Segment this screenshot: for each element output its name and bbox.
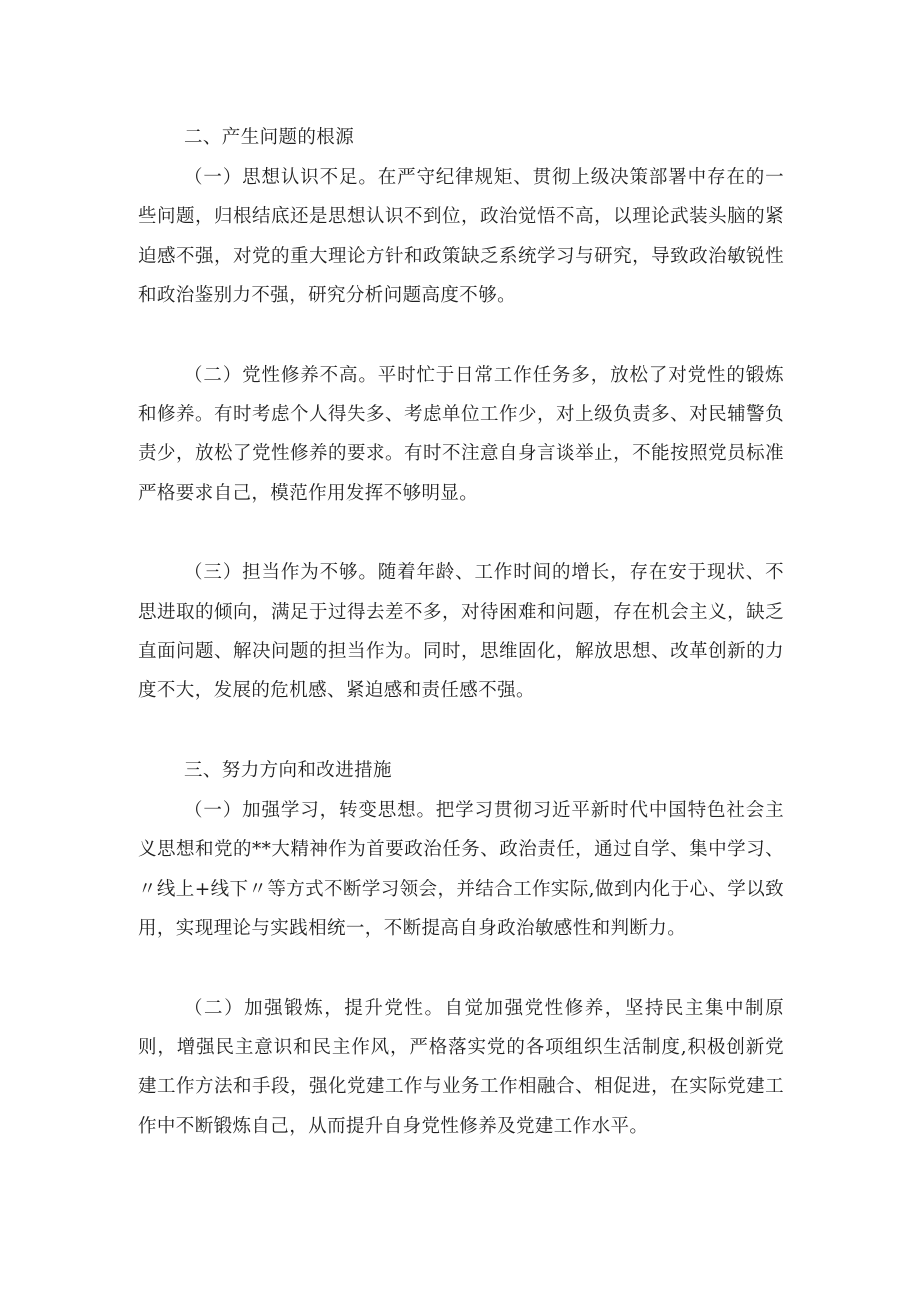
section-heading-improvement-measures: 三、努力方向和改进措施 <box>184 759 392 781</box>
paragraph-ideological-awareness: （一）思想认识不足。在严守纪律规矩、贯彻上级决策部署中存在的一些问题，归根结底还是思想认识不到位，政治觉悟不高，以理论武装头脑的紧迫感不强，对党的重大理论方针和政策缺乏系统学习与研究，导致政治敏锐性和政治鉴别力不强，研究分析问题高度不够。 <box>138 167 784 307</box>
document-body <box>138 118 784 1146</box>
paragraph-responsibility: （三）担当作为不够。随着年龄、工作时间的增长，存在安于现状、不思进取的倾向，满足于过得去差不多，对待困难和问题，存在机会主义，缺乏直面问题、解决问题的担当作为。同时，思维固化，解放思想、改革创新的力度不大，发展的危机感、紧迫感和责任感不强。 <box>138 562 784 702</box>
paragraph-strengthen-learning: （一）加强学习，转变思想。把学习贯彻习近平新时代中国特色社会主义思想和党的**大精神作为首要政治任务、政治责任，通过自学、集中学习、〃线上+线下〃等方式不断学习领会，并结合工作实际,做到内化于心、学以致用，实现理论与实践相统一，不断提高自身政治敏感性和判断力。 <box>138 799 784 940</box>
paragraph-party-cultivation: （二）党性修养不高。平时忙于日常工作任务多，放松了对党性的锻炼和修养。有时考虑个人得失多、考虑单位工作少，对上级负责多、对民辅警负责少，放松了党性修养的要求。有时不注意自身言谈举止，不能按照党员标准严格要求自己，模范作用发挥不够明显。 <box>138 364 784 504</box>
paragraph-strengthen-training: （二）加强锻炼，提升党性。自觉加强党性修养，坚持民主集中制原则，增强民主意识和民主作风，严格落实党的各项组织生活制度,积极创新党建工作方法和手段，强化党建工作与业务工作相融合、相促进，在实际党建工作中不断锻炼自己，从而提升自身党性修养及党建工作水平。 <box>138 997 784 1137</box>
section-heading-root-causes: 二、产生问题的根源 <box>184 127 355 148</box>
